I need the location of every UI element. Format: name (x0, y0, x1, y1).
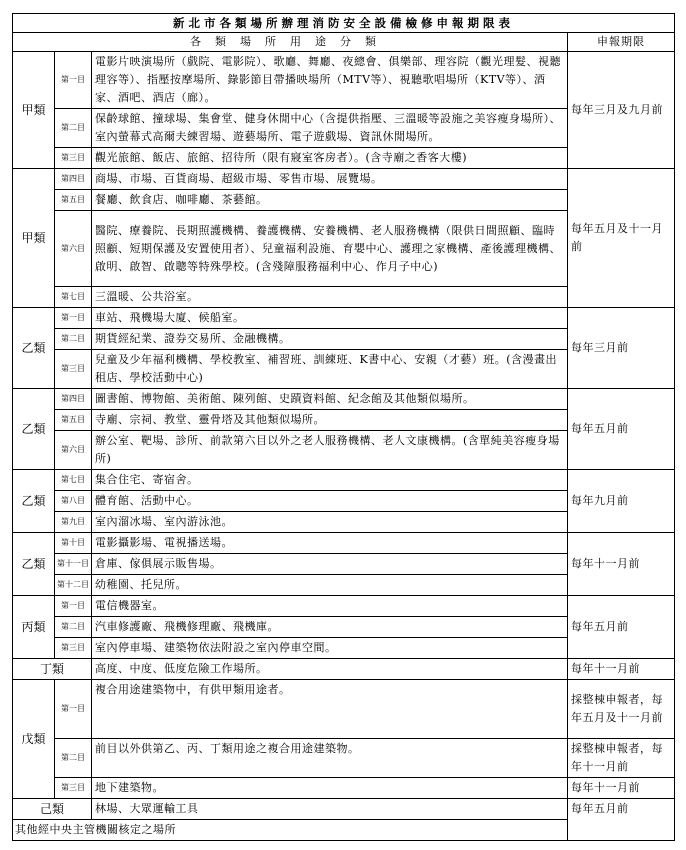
class-label: 乙類 (13, 470, 55, 533)
subitem-number: 第二目 (55, 109, 92, 148)
subitem-number: 第三目 (55, 148, 92, 169)
use-description: 汽車修護廠、飛機修理廠、飛機庫。 (92, 617, 568, 638)
subitem-number: 第四目 (55, 389, 92, 410)
class-label: 己類 (13, 799, 92, 820)
use-description: 保齡球館、撞球場、集會堂、健身休閒中心（含提供指壓、三溫暖等設施之美容瘦身場所）、室內螢幕式高爾夫練習場、遊藝場所、電子遊戲場、資訊休閒場所。 (92, 109, 568, 148)
use-description: 集合住宅、寄宿舍。 (92, 470, 568, 491)
subitem-number: 第一目 (55, 308, 92, 329)
deadline-period: 採整棟申報者，每年五月及十一月前 (568, 680, 675, 739)
subitem-number: 第六目 (55, 211, 92, 287)
subitem-number: 第七目 (55, 287, 92, 308)
subitem-number: 第三目 (55, 778, 92, 799)
use-description: 期貨經紀業、證券交易所、金融機構。 (92, 329, 568, 350)
class-label: 丙類 (13, 596, 55, 659)
subitem-number: 第四目 (55, 169, 92, 190)
use-description: 林場、大眾運輸工具 (92, 799, 568, 820)
use-description: 其他經中央主管機關核定之場所 (13, 820, 568, 841)
use-description: 三溫暖、公共浴室。 (92, 287, 568, 308)
header-period: 申報期限 (568, 33, 675, 52)
subitem-number: 第二目 (55, 739, 92, 778)
deadline-period: 每年五月前 (568, 799, 675, 841)
deadline-period: 每年十一月前 (568, 778, 675, 799)
deadline-period: 每年十一月前 (568, 659, 675, 680)
use-description: 室內溜冰場、室內游泳池。 (92, 512, 568, 533)
use-description: 辦公室、靶場、診所、前款第六目以外之老人服務機構、老人文康機構。(含單純美容瘦身場所) (92, 431, 568, 470)
deadline-period: 每年九月前 (568, 470, 675, 533)
deadline-period: 每年五月前 (568, 389, 675, 470)
class-label: 甲類 (13, 52, 55, 169)
header-use-category: 各類場所用途分類 (13, 33, 568, 52)
use-description: 電影攝影場、電視播送場。 (92, 533, 568, 554)
subitem-number: 第十目 (55, 533, 92, 554)
use-description: 地下建築物。 (92, 778, 568, 799)
use-description: 室內停車場、建築物依法附設之室內停車空間。 (92, 638, 568, 659)
subitem-number: 第一目 (55, 52, 92, 109)
table-title: 新北市各類場所辦理消防安全設備檢修申報期限表 (13, 14, 675, 33)
class-label: 乙類 (13, 389, 55, 470)
use-description: 寺廟、宗祠、教堂、靈骨塔及其他類似場所。 (92, 410, 568, 431)
use-description: 觀光旅館、飯店、旅館、招待所（限有寢室客房者）。(含寺廟之香客大樓) (92, 148, 568, 169)
deadline-period: 每年三月及九月前 (568, 52, 675, 169)
deadline-period: 每年五月及十一月前 (568, 169, 675, 308)
subitem-number: 第十一目 (55, 554, 92, 575)
subitem-number: 第一目 (55, 680, 92, 739)
subitem-number: 第九目 (55, 512, 92, 533)
subitem-number: 第五目 (55, 410, 92, 431)
use-description: 複合用途建築物中，有供甲類用途者。 (92, 680, 568, 739)
subitem-number: 第二目 (55, 617, 92, 638)
subitem-number: 第三目 (55, 638, 92, 659)
subitem-number: 第三目 (55, 350, 92, 389)
class-label: 戊類 (13, 680, 55, 799)
use-description: 高度、中度、低度危險工作場所。 (92, 659, 568, 680)
use-description: 車站、飛機場大廈、候船室。 (92, 308, 568, 329)
use-description: 醫院、療養院、長期照護機構、養護機構、安養機構、老人服務機構（限供日間照顧、臨時照顧、短期保護及安置使用者）、兒童福利設施、育嬰中心、護理之家機構、產後護理機構、啟明、啟智、啟聰等特殊學校。(含殘障服務福利中心、作月子中心) (92, 211, 568, 287)
subitem-number: 第七目 (55, 470, 92, 491)
class-label: 甲類 (13, 169, 55, 308)
use-description: 餐廳、飲食店、咖啡廳、茶藝館。 (92, 190, 568, 211)
subitem-number: 第八目 (55, 491, 92, 512)
use-description: 體育館、活動中心。 (92, 491, 568, 512)
subitem-number: 第二目 (55, 329, 92, 350)
use-description: 兒童及少年福利機構、學校教室、補習班、訓練班、K書中心、安親（才藝）班。(含漫畫出租店、學校活動中心) (92, 350, 568, 389)
deadline-table (12, 13, 675, 841)
use-description: 電信機器室。 (92, 596, 568, 617)
use-description: 圖書館、博物館、美術館、陳列館、史蹟資料館、紀念館及其他類似場所。 (92, 389, 568, 410)
use-description: 前目以外供第乙、丙、丁類用途之複合用途建築物。 (92, 739, 568, 778)
deadline-period: 每年三月前 (568, 308, 675, 389)
class-label: 乙類 (13, 533, 55, 596)
deadline-period: 每年五月前 (568, 596, 675, 659)
use-description: 商場、市場、百貨商場、超級市場、零售市場、展覽場。 (92, 169, 568, 190)
subitem-number: 第一目 (55, 596, 92, 617)
subitem-number: 第十二目 (55, 575, 92, 596)
class-label: 丁類 (13, 659, 92, 680)
use-description: 電影片映演場所（戲院、電影院）、歌廳、舞廳、夜總會、俱樂部、理容院（觀光理髮、視聽理容等）、指壓按摩場所、錄影節目帶播映場所（MTV等）、視聽歌唱場所（KTV等）、酒家、酒吧、酒店（廊）。 (92, 52, 568, 109)
subitem-number: 第六目 (55, 431, 92, 470)
deadline-period: 採整棟申報者，每年十一月前 (568, 739, 675, 778)
class-label: 乙類 (13, 308, 55, 389)
use-description: 倉庫、傢俱展示販售場。 (92, 554, 568, 575)
subitem-number: 第五目 (55, 190, 92, 211)
deadline-period: 每年十一月前 (568, 533, 675, 596)
use-description: 幼稚園、托兒所。 (92, 575, 568, 596)
